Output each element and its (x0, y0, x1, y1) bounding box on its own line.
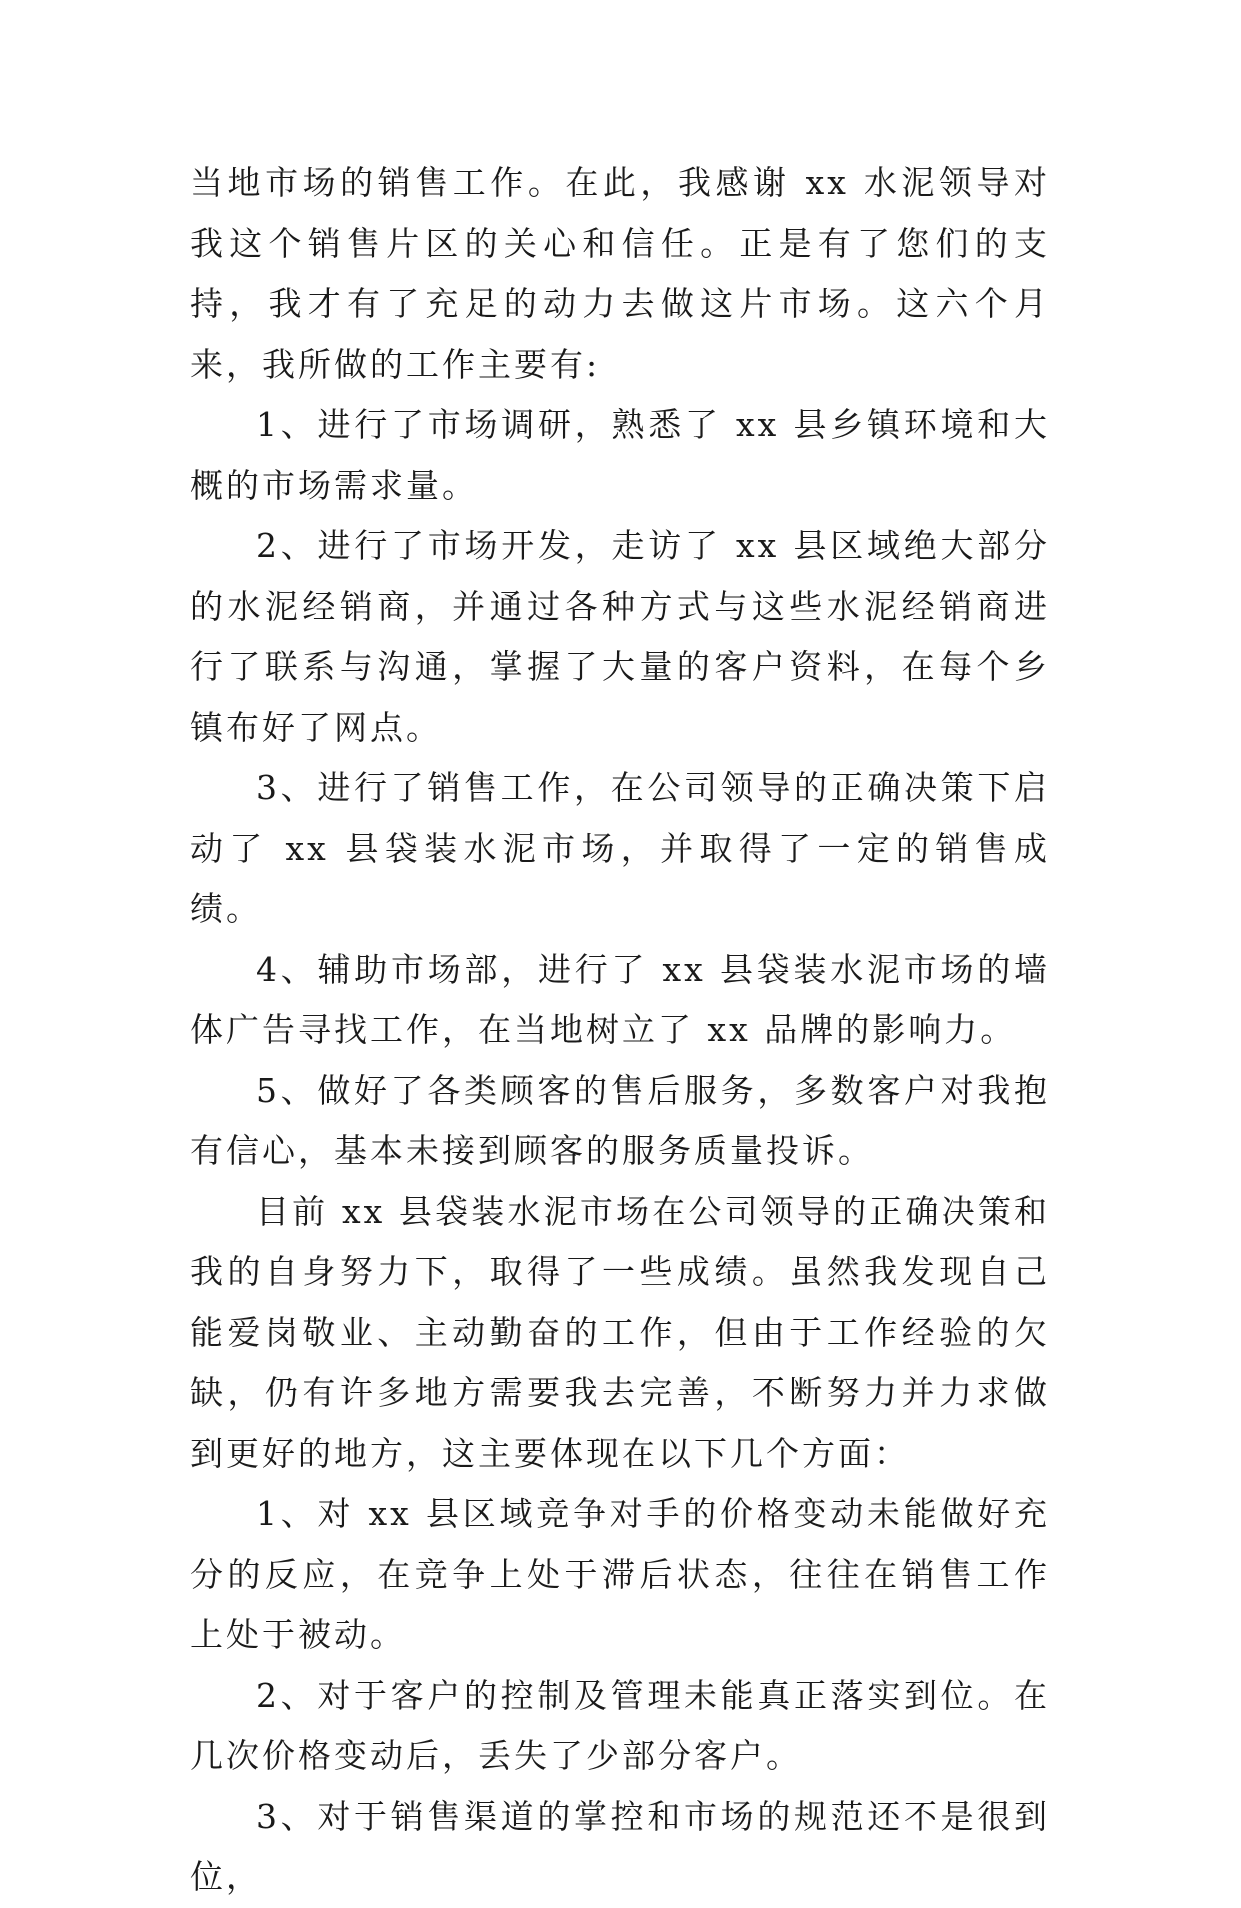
paragraph: 2、对于客户的控制及管理未能真正落实到位。在几次价格变动后，丢失了少部分客户。 (190, 1675, 1050, 1775)
paragraph: 1、对 xx 县区域竞争对手的价格变动未能做好充分的反应，在竞争上处于滞后状态，往往在销售工作上处于被动。 (190, 1494, 1050, 1654)
paragraph: 3、对于销售渠道的掌控和市场的规范还不是很到位， (190, 1796, 1050, 1896)
paragraph: 1、进行了市场调研，熟悉了 xx 县乡镇环境和大概的市场需求量。 (190, 405, 1050, 505)
paragraph: 4、辅助市场部，进行了 xx 县袋装水泥市场的墙体广告寻找工作，在当地树立了 xx 品牌的影响力。 (190, 949, 1050, 1049)
paragraph: 5、做好了各类顾客的售后服务，多数客户对我抱有信心，基本未接到顾客的服务质量投诉。 (190, 1070, 1050, 1170)
paragraph: 3、进行了销售工作，在公司领导的正确决策下启动了 xx 县袋装水泥市场，并取得了一定的销售成绩。 (190, 768, 1050, 928)
document-body (190, 153, 1050, 1908)
paragraph: 2、进行了市场开发，走访了 xx 县区域绝大部分的水泥经销商，并通过各种方式与这些水泥经销商进行了联系与沟通，掌握了大量的客户资料，在每个乡镇布好了网点。 (190, 526, 1050, 747)
paragraph: 当地市场的销售工作。在此，我感谢 xx 水泥领导对我这个销售片区的关心和信任。正是有了您们的支持，我才有了充足的动力去做这片市场。这六个月来，我所做的工作主要有: (190, 163, 1050, 384)
paragraph: 目前 xx 县袋装水泥市场在公司领导的正确决策和我的自身努力下，取得了一些成绩。虽然我发现自己能爱岗敬业、主动勤奋的工作，但由于工作经验的欠缺，仍有许多地方需要我去完善，不断努力并力求做到更好的地方，这主要体现在以下几个方面： (190, 1191, 1050, 1473)
